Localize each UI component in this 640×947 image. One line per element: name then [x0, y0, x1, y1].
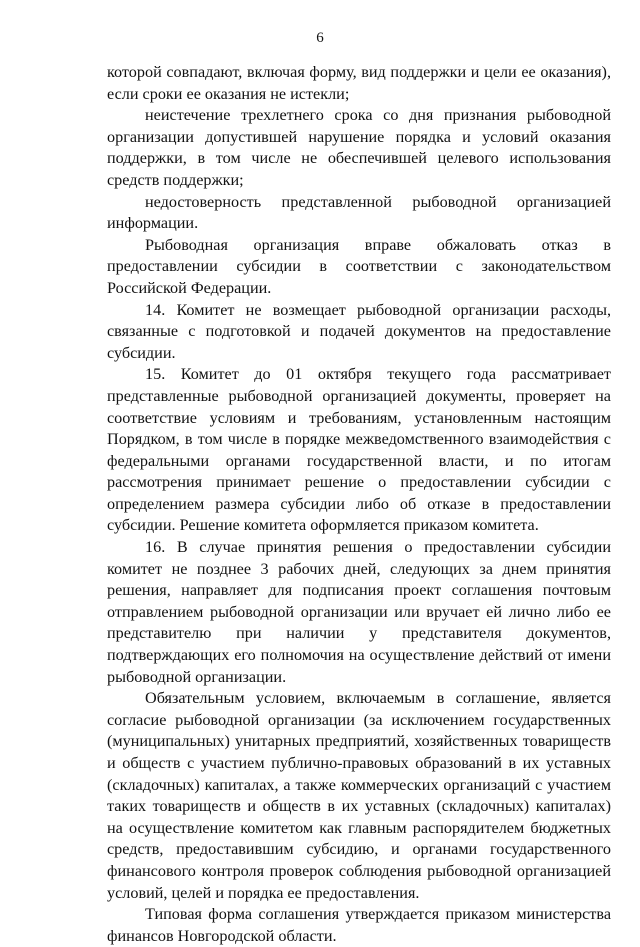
paragraph-appeal-right: Рыбоводная организация вправе обжаловать отказ в предоставлении субсидии в соответствии с законодательством Российской Федерации. [107, 235, 611, 297]
paragraph-continuation: которой совпадают, включая форму, вид поддержки и цели ее оказания), если сроки ее оказания не истекли; [107, 63, 611, 103]
paragraph-false-information: недостоверность представленной рыбоводной организацией информации. [107, 192, 611, 233]
paragraph-item-16: 16. В случае принятия решения о предоставлении субсидии комитет не позднее 3 рабочих дней, следующих за днем принятия решения, направляет для подписания проект соглашения почтовым отправлением рыбоводной организации или вручает ей лично либо ее представителю при наличии у представителя документов, подтверждающих его полномочия на осуществление действий от имени рыбоводной организации. [107, 538, 611, 686]
paragraph-item-14: 14. Комитет не возмещает рыбоводной организации расходы, связанные с подготовкой и подачей документов на предоставление субсидии. [107, 300, 611, 362]
paragraph-mandatory-condition: Обязательным условием, включаемым в соглашение, является согласие рыбоводной организации (за исключением государственных (муниципальных) унитарных предприятий, хозяйственных товариществ и обществ с участием публично-правовых образований в их уставных (складочных) капиталах, а также коммерческих организаций с участием таких товариществ и обществ в их уставных (складочных) капиталах) на осуществление комитетом как главным распорядителем бюджетных средств, предоставившим субсидию, и органами государственного финансового контроля проверок соблюдения рыбоводной организацией условий, целей и порядка ее предоставления. [107, 689, 611, 902]
paragraph-term-not-expired: неистечение трехлетнего срока со дня признания рыбоводной организации допустившей нарушение порядка и условий оказания поддержки, в том числе не обеспечившей целевого использования средств поддержки; [107, 106, 611, 189]
document-body [107, 62, 611, 947]
paragraph-standard-form: Типовая форма соглашения утверждается приказом министерства финансов Новгородской области. [107, 905, 611, 945]
paragraph-item-15: 15. Комитет до 01 октября текущего года рассматривает представленные рыбоводной организацией документы, проверяет на соответствие условиям и требованиям, установленным настоящим Порядком, в том числе в порядке межведомственного взаимодействия с федеральными органами государственной власти, и по итогам рассмотрения принимает решение о предоставлении субсидии с определением размера субсидии либо об отказе в предоставлении субсидии. Решение комитета оформляется приказом комитета. [107, 365, 611, 535]
page-number: 6 [316, 30, 324, 46]
